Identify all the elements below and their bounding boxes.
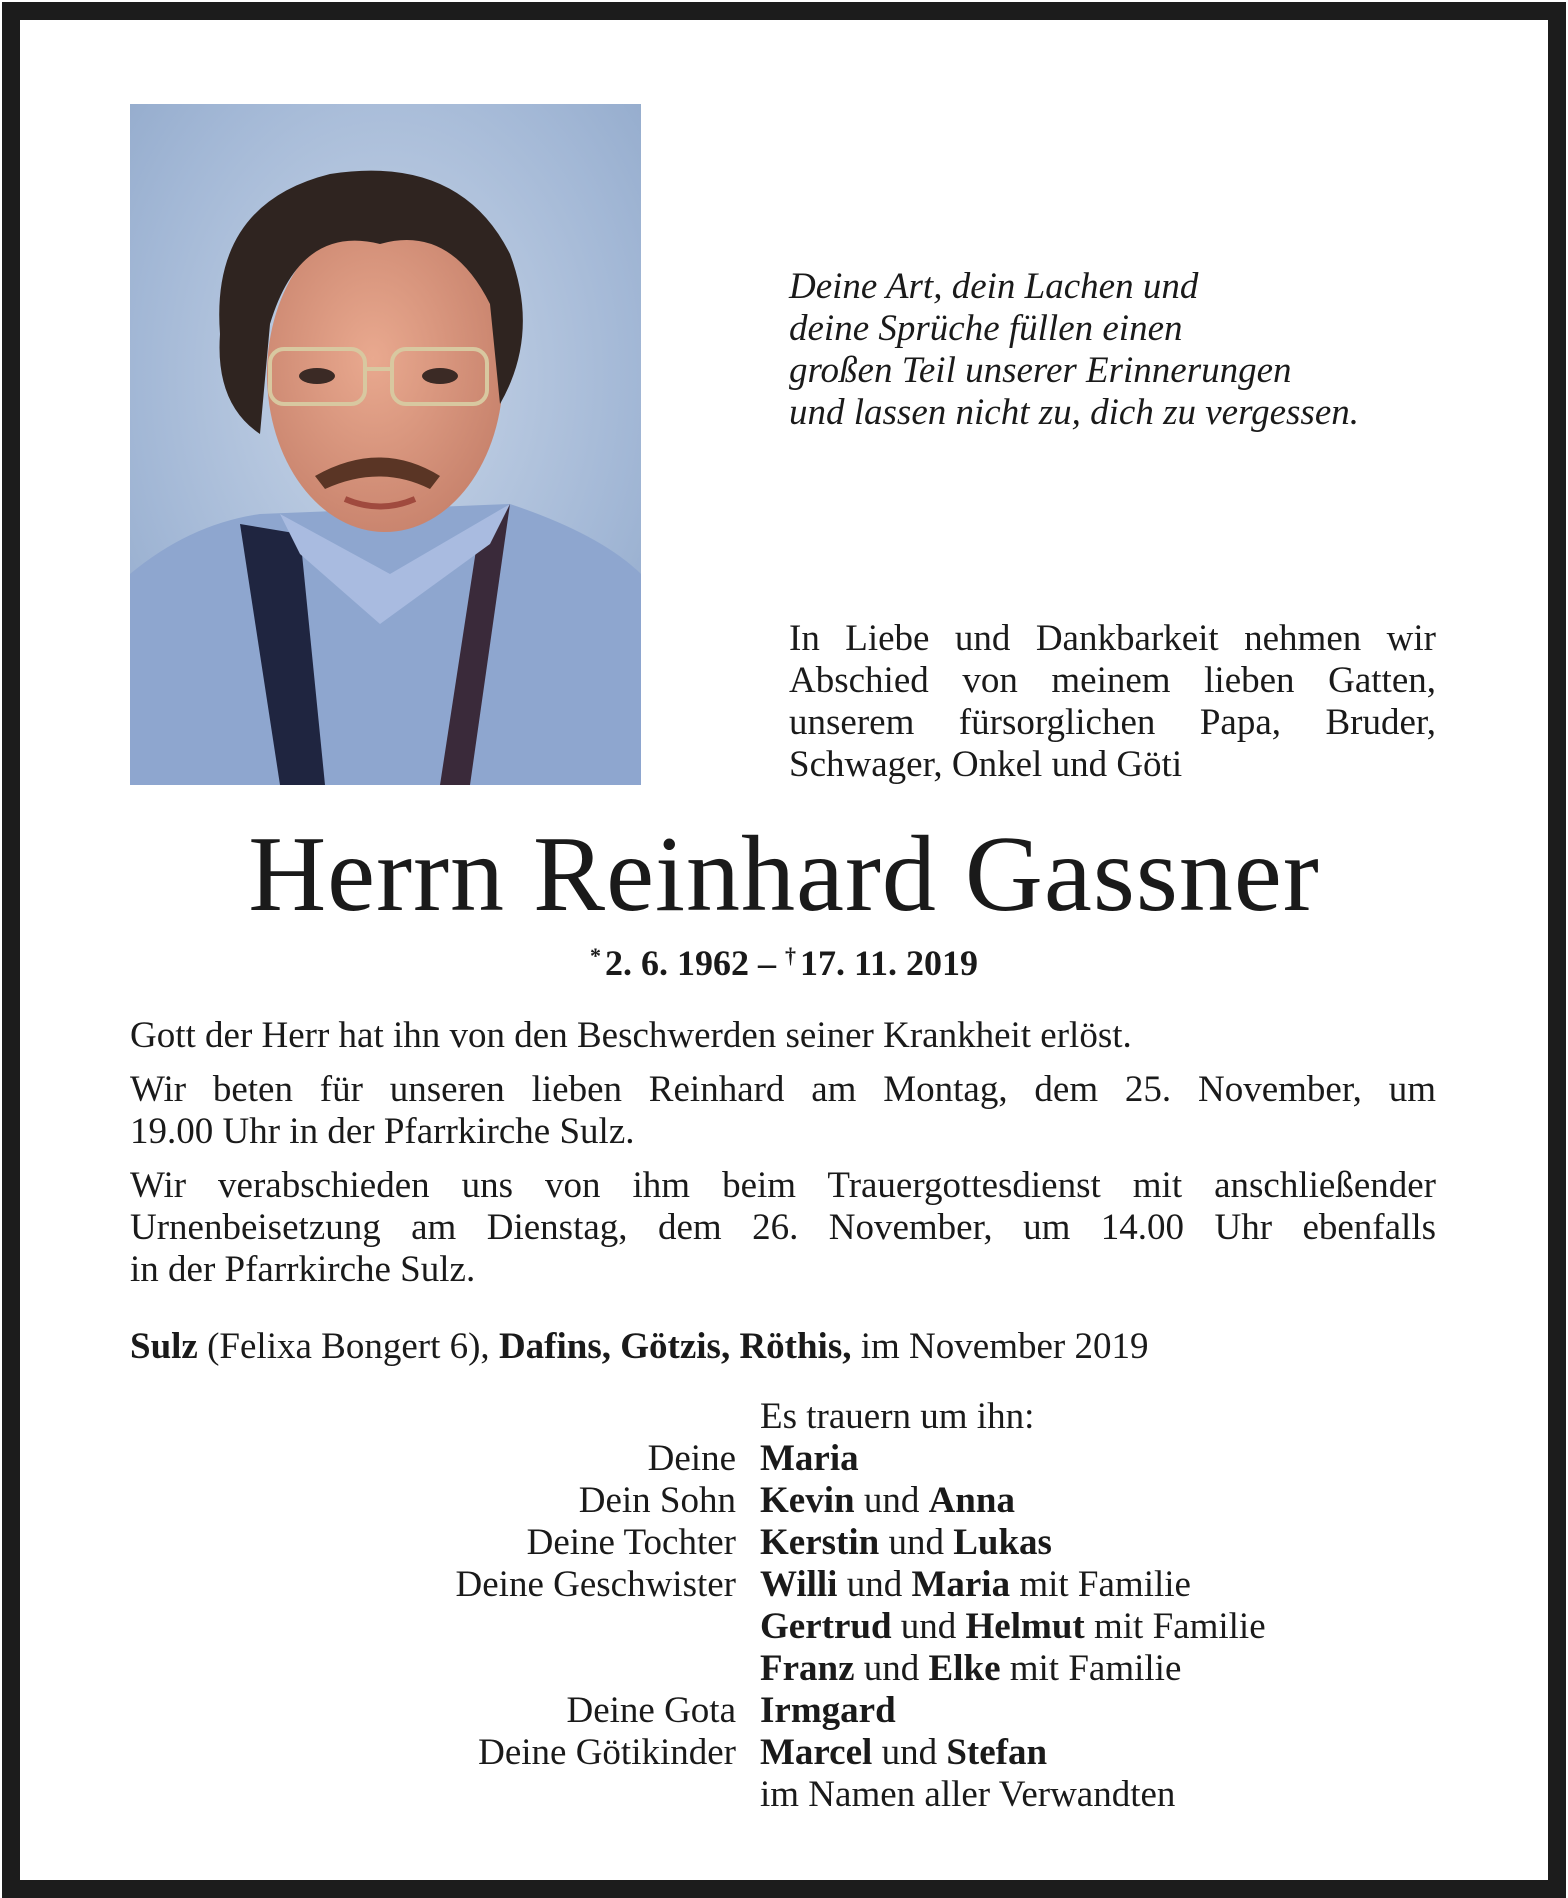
connector-text: und [854, 1480, 929, 1521]
mourner-names [760, 1648, 1181, 1690]
announcement-body [130, 1015, 1436, 1303]
body-line: in der Pfarrkirche Sulz. [130, 1249, 476, 1290]
mourner-name: Stefan [946, 1732, 1048, 1773]
relation-label: Deine Geschwister [455, 1564, 736, 1605]
body-line: Wir beten für unseren lieben Reinhard am Montag, dem 25. November, um [130, 1069, 1436, 1110]
mourner-row [0, 1522, 1266, 1564]
mourner-names [760, 1774, 1175, 1816]
mourner-name: Irmgard [760, 1690, 896, 1731]
intro-line: Schwager, Onkel und Göti [789, 744, 1183, 785]
body-line: 19.00 Uhr in der Pfarrkirche Sulz. [130, 1111, 635, 1152]
mourner-name: Helmut [965, 1606, 1085, 1647]
places-other: Dafins, Götzis, Röthis, [498, 1326, 852, 1367]
connector-text: und [879, 1522, 954, 1563]
relation-label [0, 1648, 760, 1690]
relation-label: Deine Tochter [526, 1522, 736, 1563]
mourner-name: Kerstin [760, 1522, 880, 1563]
mourner-row [0, 1732, 1266, 1774]
place-and-date [130, 1325, 1148, 1368]
relation-label [0, 1606, 760, 1648]
mourner-name: Anna [928, 1480, 1015, 1521]
mourner-name: Marcel [760, 1732, 873, 1773]
body-paragraph: Gott der Herr hat ihn von den Beschwerden seiner Krankheit erlöst. [130, 1015, 1132, 1056]
quote-line: Deine Art, dein Lachen und [789, 266, 1199, 307]
mourner-name: Gertrud [760, 1606, 892, 1647]
life-dates [0, 942, 1568, 984]
place-sulz: Sulz [130, 1326, 198, 1367]
mourner-name: Lukas [953, 1522, 1052, 1563]
connector-text: mit Familie [1010, 1564, 1191, 1605]
mourner-name: Maria [760, 1438, 859, 1479]
connector-text: und [854, 1648, 929, 1689]
mourner-name: Franz [760, 1648, 855, 1689]
quote-line: und lassen nicht zu, dich zu vergessen. [789, 392, 1359, 433]
mourner-name: Maria [911, 1564, 1011, 1605]
address: (Felixa Bongert 6), [197, 1326, 499, 1367]
relation-label: Dein Sohn [578, 1480, 736, 1521]
quote-line: deine Sprüche füllen einen [789, 308, 1183, 349]
mourner-names [760, 1690, 896, 1732]
mourner-row [0, 1606, 1266, 1648]
mourner-name: Elke [928, 1648, 1001, 1689]
intro-line: Abschied von meinem lieben Gatten, [789, 660, 1436, 701]
mourner-name: Kevin [760, 1480, 855, 1521]
mourner-name: Willi [760, 1564, 838, 1605]
connector-text: und [837, 1564, 912, 1605]
farewell-intro [789, 618, 1436, 786]
mourner-row [0, 1690, 1266, 1732]
mourner-row [0, 1480, 1266, 1522]
body-line: Wir verabschieden uns von ihm beim Trauergottesdienst mit anschließender [130, 1165, 1436, 1206]
portrait-photo [130, 104, 641, 785]
date-separator: – [748, 943, 785, 983]
mourner-row [0, 1648, 1266, 1690]
relation-label: Deine Götikinder [478, 1732, 736, 1773]
death-date: 17. 11. 2019 [799, 943, 978, 983]
mourner-names [760, 1522, 1052, 1564]
intro-line: unserem fürsorglichen Papa, Bruder, [789, 702, 1436, 743]
birth-symbol: * [589, 943, 601, 968]
connector-text: mit Familie [1084, 1606, 1266, 1647]
mourners-list [0, 1396, 1266, 1816]
relation-label [0, 1774, 760, 1816]
relation-label: Deine Gota [566, 1690, 736, 1731]
mourner-names [760, 1438, 859, 1480]
mourner-names [760, 1564, 1191, 1606]
relation-label: Deine [647, 1438, 736, 1479]
mourner-row [0, 1564, 1266, 1606]
mourner-row [0, 1774, 1266, 1816]
mourner-row [0, 1438, 1266, 1480]
intro-line: In Liebe und Dankbarkeit nehmen wir [789, 618, 1436, 659]
quote-line: großen Teil unserer Erinnerungen [789, 350, 1292, 391]
mourner-names [760, 1480, 1015, 1522]
mourner-names [760, 1732, 1047, 1774]
connector-text: und [872, 1732, 947, 1773]
birth-date: 2. 6. 1962 [604, 943, 749, 983]
connector-text: im Namen aller Verwandten [760, 1774, 1176, 1815]
memorial-quote [789, 266, 1359, 434]
deceased-name: Herrn Reinhard Gassner [248, 815, 1320, 934]
mourners-heading: Es trauern um ihn: [760, 1396, 1035, 1437]
mourner-names [760, 1606, 1266, 1648]
month-year: im November 2019 [851, 1326, 1149, 1367]
connector-text: mit Familie [1000, 1648, 1182, 1689]
connector-text: und [891, 1606, 966, 1647]
body-line: Urnenbeisetzung am Dienstag, dem 26. November, um 14.00 Uhr ebenfalls [130, 1207, 1436, 1248]
death-symbol: † [784, 943, 796, 968]
